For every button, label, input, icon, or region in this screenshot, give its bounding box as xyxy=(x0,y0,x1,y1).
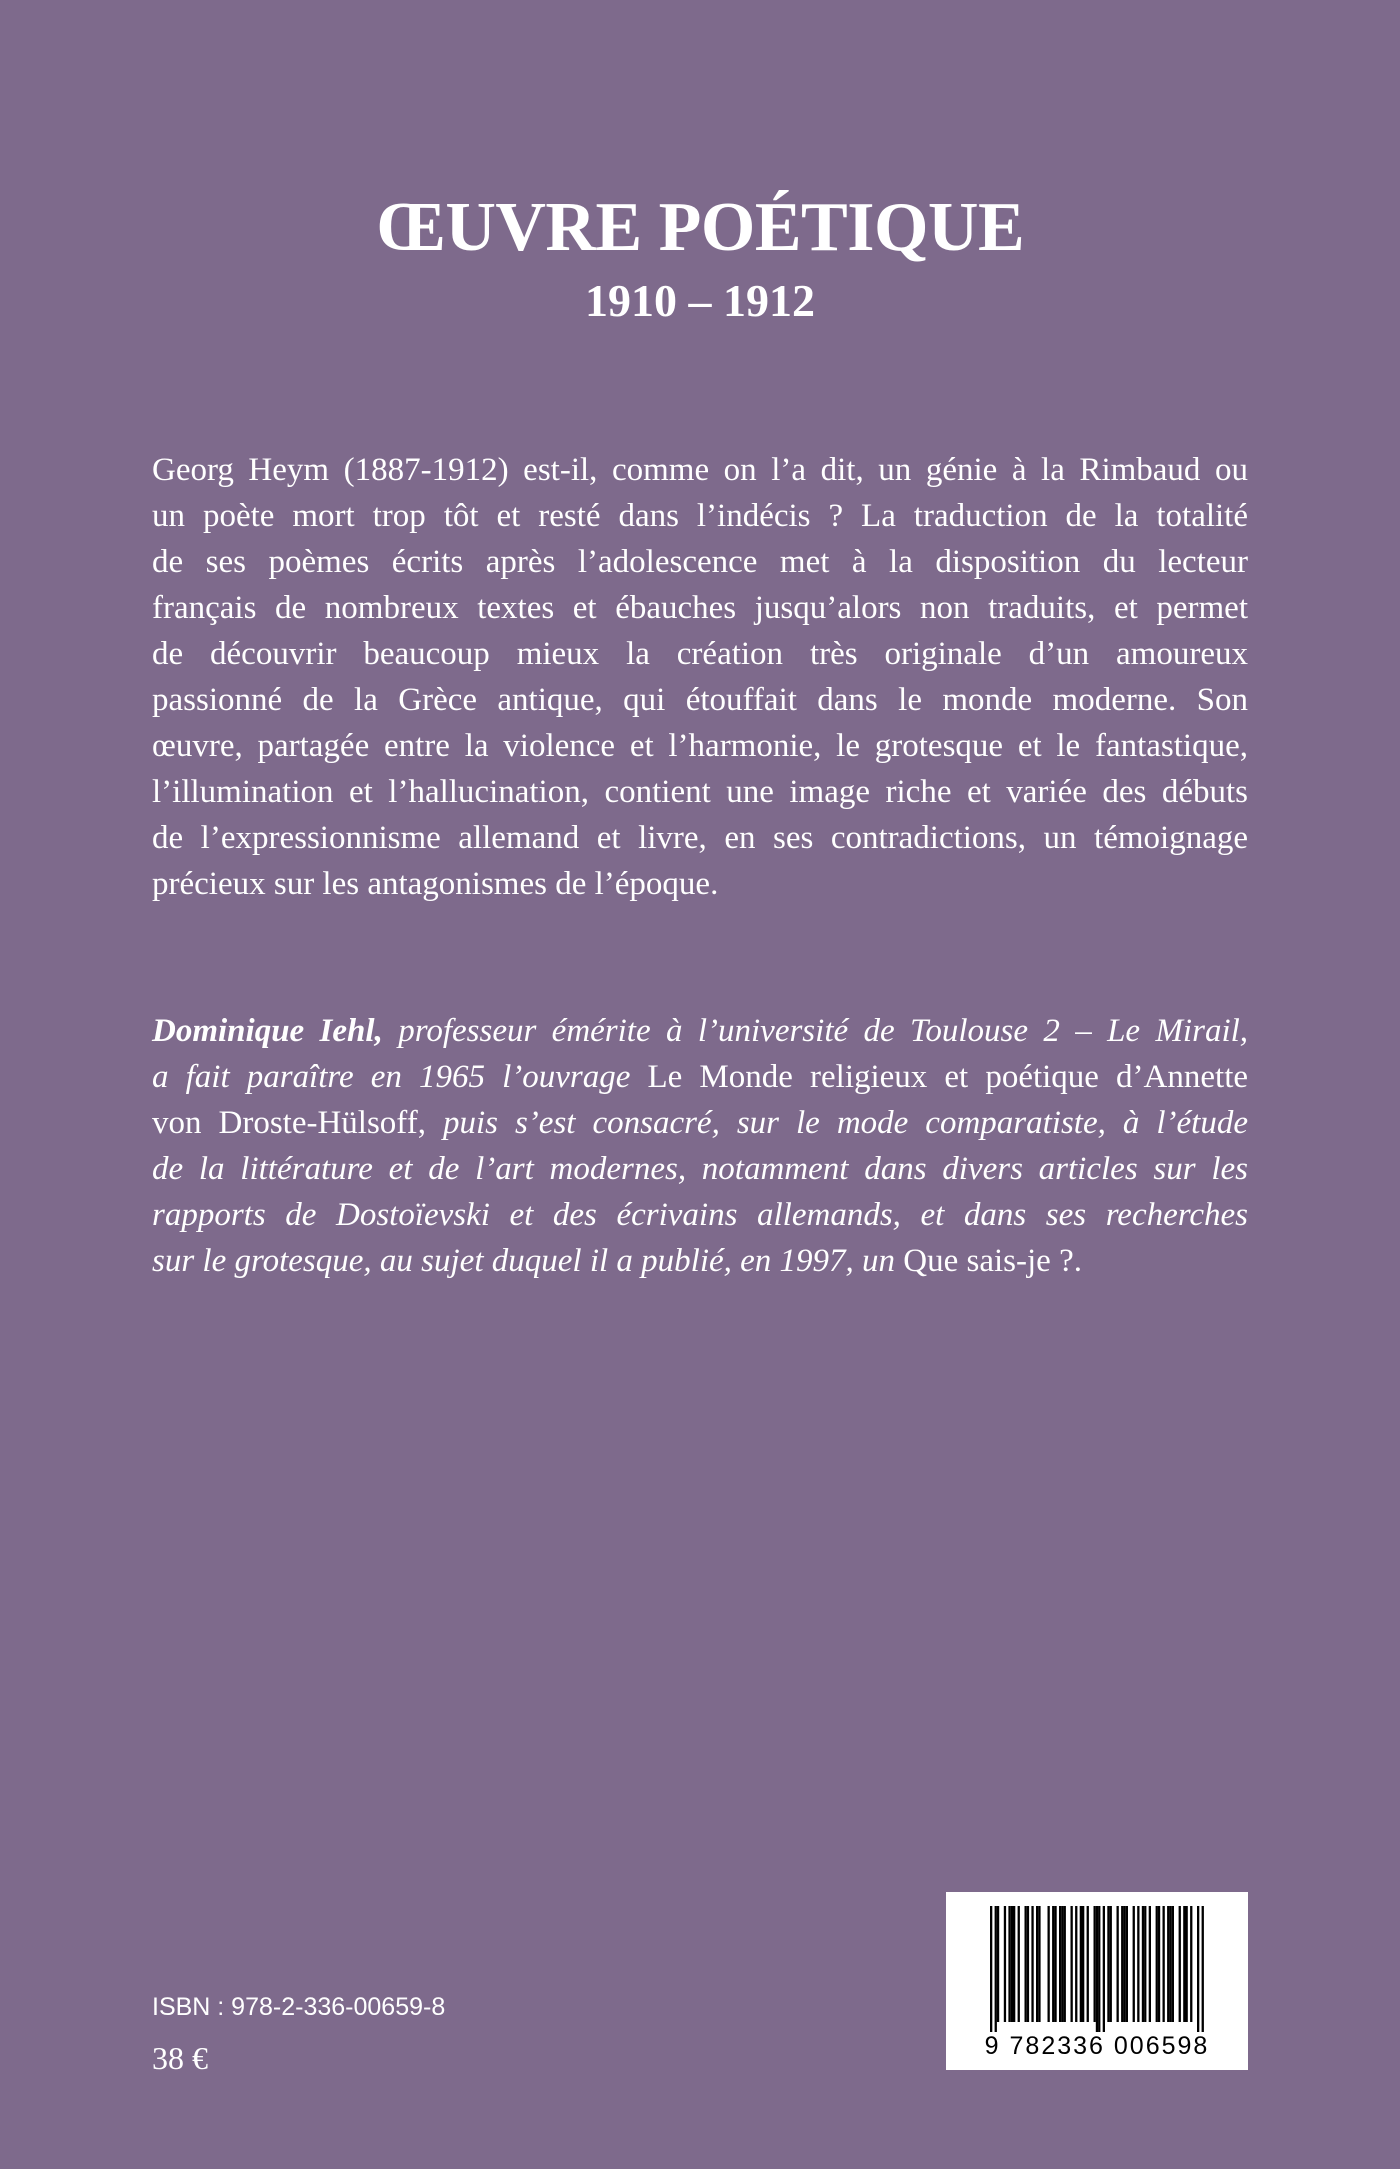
barcode-bar xyxy=(1123,1906,1125,2022)
bio-text: a fait paraître en 1965 l’ouvrage xyxy=(152,1059,631,1095)
summary-line: œuvre, partagée entre la violence et l’harmonie, le grotesque et le fantastique, xyxy=(152,728,1248,764)
barcode-bar xyxy=(1179,1906,1181,2022)
summary-line: de l’expressionnisme allemand et livre, en ses contradictions, un témoignage xyxy=(152,820,1248,856)
barcode-digits: 9 782336 006598 xyxy=(984,2032,1210,2060)
barcode-bar xyxy=(1013,1906,1015,2022)
barcode-bar xyxy=(990,1906,992,2032)
isbn-label: ISBN : 978-2-336-00659-8 xyxy=(152,1993,446,2021)
barcode-bar xyxy=(1011,1906,1013,2022)
barcode-bar xyxy=(1052,1906,1054,2022)
summary-line: précieux sur les antagonismes de l’époque. xyxy=(152,866,719,902)
barcode-bar xyxy=(1183,1906,1185,2022)
bio-line: de la littérature et de l’art modernes, notamment dans divers articles sur les xyxy=(152,1151,1248,1187)
barcode-bar xyxy=(1172,1906,1174,2022)
barcode-bar xyxy=(1158,1906,1160,2022)
barcode-bar xyxy=(1096,1906,1098,2032)
barcode-bar xyxy=(1087,1906,1089,2022)
author-bio xyxy=(152,1008,1248,1284)
barcode-bar xyxy=(1121,1906,1123,2022)
barcode-bar xyxy=(1167,1906,1169,2022)
barcode-bar xyxy=(1054,1906,1056,2022)
barcode-bar xyxy=(1094,1906,1096,2022)
summary-line: l’illumination et l’hallucination, contient une image riche et variée des débuts xyxy=(152,774,1248,810)
bio-line xyxy=(152,1238,1248,1284)
book-reference: Le Monde religieux et poétique d’Annette xyxy=(647,1059,1249,1095)
barcode-bar xyxy=(1142,1906,1144,2022)
bio-text: sur le grotesque, au sujet duquel il a publié, en 1997, un xyxy=(152,1243,896,1279)
summary-line: passionné de la Grèce antique, qui étouffait dans le monde moderne. Son xyxy=(152,682,1248,718)
barcode-bar xyxy=(1080,1906,1082,2022)
barcode-bar xyxy=(1004,1906,1006,2022)
summary-line: de ses poèmes écrits après l’adolescence met à la disposition du lecteur xyxy=(152,544,1248,580)
barcode-bar xyxy=(1156,1906,1158,2022)
barcode-bar xyxy=(1036,1906,1038,2022)
bio-line xyxy=(152,1008,1248,1054)
barcode-bar xyxy=(1149,1906,1151,2022)
price-label: 38 € xyxy=(152,2040,208,2076)
barcode-bar xyxy=(1197,1906,1199,2032)
book-title: ŒUVRE POÉTIQUE xyxy=(375,189,1025,266)
barcode-bar xyxy=(997,1906,999,2022)
barcode-bar xyxy=(1098,1906,1100,2032)
barcode-bar xyxy=(1137,1906,1139,2022)
barcode-bar xyxy=(1018,1906,1020,2022)
barcode-bar xyxy=(1186,1906,1188,2022)
barcode-bar xyxy=(995,1906,997,2032)
barcode-bar xyxy=(1061,1906,1063,2022)
barcode-bar xyxy=(1025,1906,1027,2022)
barcode-bar xyxy=(1144,1906,1146,2022)
barcode-bar xyxy=(1031,1906,1033,2022)
barcode-bar xyxy=(1064,1906,1066,2022)
bio-line xyxy=(152,1054,1248,1100)
summary-line: français de nombreux textes et ébauches jusqu’alors non traduits, et permet xyxy=(152,590,1248,626)
barcode-bar xyxy=(1190,1906,1192,2022)
barcode xyxy=(946,1892,1248,2070)
book-reference: von Droste-Hülsoff, xyxy=(152,1105,426,1141)
barcode-bar xyxy=(1133,1906,1135,2022)
summary-paragraph xyxy=(152,447,1248,907)
barcode-bar xyxy=(1126,1906,1128,2022)
book-reference: Que sais-je ?. xyxy=(903,1243,1082,1279)
book-years: 1910 – 1912 xyxy=(585,275,815,326)
barcode-bar xyxy=(1169,1906,1171,2022)
barcode-bar xyxy=(1027,1906,1029,2022)
barcode-bar xyxy=(1008,1906,1010,2022)
barcode-bar xyxy=(1103,1906,1105,2032)
barcode-bar xyxy=(1202,1906,1204,2032)
author-name: Dominique Iehl, xyxy=(152,1013,383,1049)
bio-text: professeur émérite à l’université de Toulouse 2 – Le Mirail, xyxy=(398,1013,1249,1049)
barcode-bar xyxy=(1038,1906,1040,2022)
barcode-bar xyxy=(1107,1906,1109,2022)
barcode-bar xyxy=(1110,1906,1112,2022)
barcode-bar xyxy=(1048,1906,1050,2022)
summary-line: de découvrir beaucoup mieux la création très originale d’un amoureux xyxy=(152,636,1248,672)
bio-line: rapports de Dostoïevski et des écrivains allemands, et dans ses recherches xyxy=(152,1197,1248,1233)
bio-line xyxy=(152,1100,1248,1146)
summary-line: Georg Heym (1887-1912) est-il, comme on l’a dit, un génie à la Rimbaud ou xyxy=(152,452,1248,488)
barcode-bar xyxy=(1059,1906,1061,2022)
barcode-bar xyxy=(1075,1906,1077,2022)
barcode-bar xyxy=(1117,1906,1119,2022)
barcode-bar xyxy=(1163,1906,1165,2022)
bio-text: puis s’est consacré, sur le mode comparatiste, à l’étude xyxy=(442,1105,1248,1141)
summary-line: un poète mort trop tôt et resté dans l’indécis ? La traduction de la totalité xyxy=(152,498,1248,534)
barcode-bar xyxy=(1071,1906,1073,2022)
barcode-bar xyxy=(1082,1906,1084,2022)
